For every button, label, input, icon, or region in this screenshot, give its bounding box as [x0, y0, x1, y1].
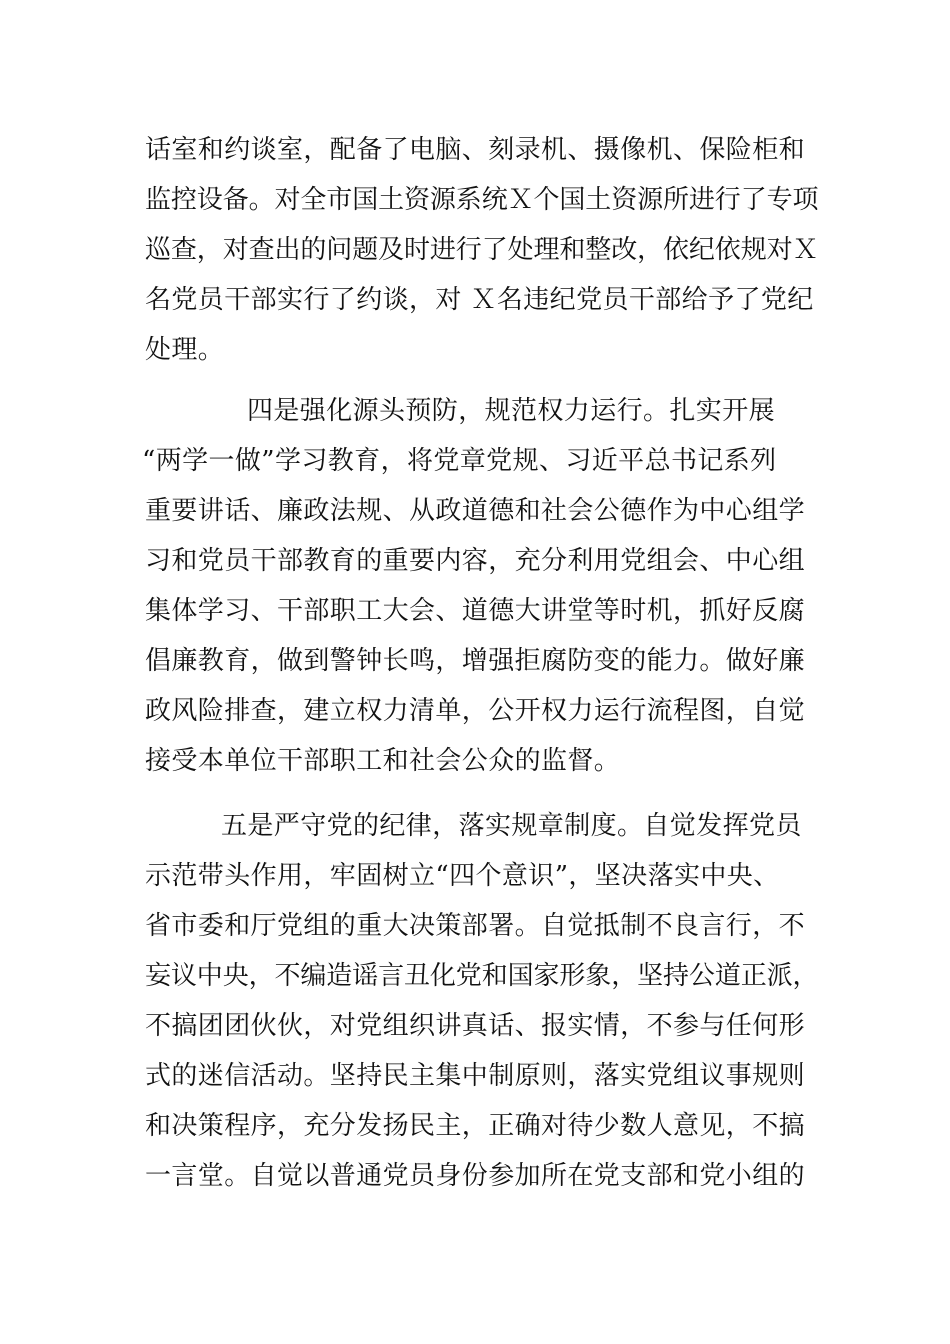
paragraph-line: 习和党员干部教育的重要内容，充分利用党组会、中心组 [145, 546, 806, 576]
paragraph-line: 不搞团团伙伙，对党组织讲真话、报实情，不参与任何形 [145, 1011, 806, 1041]
paragraph-first-line: 四是强化源头预防，规范权力运行。扎实开展 [247, 396, 776, 426]
paragraph-line: 一言堂。自觉以普通党员身份参加所在党支部和党小组的 [145, 1161, 806, 1191]
paragraph-line: 名党员干部实行了约谈，对 Ｘ名违纪党员干部给予了党纪 [145, 285, 814, 315]
paragraph-line: 省市委和厅党组的重大决策部署。自觉抵制不良言行，不 [145, 911, 806, 941]
paragraph-line: 监控设备。对全市国土资源系统Ｘ个国土资源所进行了专项 [145, 185, 819, 215]
paragraph-first-line: 五是严守党的纪律，落实规章制度。自觉发挥党员 [221, 811, 802, 841]
paragraph-line: 巡查，对查出的问题及时进行了处理和整改，依纪依规对Ｘ [145, 235, 819, 265]
paragraph-line: 示范带头作用，牢固树立“四个意识”，坚决落实中央、 [145, 861, 780, 891]
paragraph-line: 处理。 [145, 335, 225, 365]
paragraph-line: “两学一做”学习教育，将党章党规、习近平总书记系列 [142, 446, 777, 476]
paragraph-line: 话室和约谈室，配备了电脑、刻录机、摄像机、保险柜和 [145, 135, 806, 165]
paragraph-line: 重要讲话、廉政法规、从政道德和社会公德作为中心组学 [145, 496, 806, 526]
paragraph-line: 集体学习、干部职工大会、道德大讲堂等时机，抓好反腐 [145, 596, 806, 626]
paragraph-line: 接受本单位干部职工和社会公众的监督。 [145, 746, 621, 776]
paragraph-line: 和决策程序，充分发扬民主，正确对待少数人意见，不搞 [145, 1111, 806, 1141]
paragraph-line: 式的迷信活动。坚持民主集中制原则，落实党组议事规则 [145, 1061, 806, 1091]
paragraph-line: 妄议中央，不编造谣言丑化党和国家形象，坚持公道正派， [145, 961, 819, 991]
paragraph-line: 政风险排查，建立权力清单，公开权力运行流程图，自觉 [145, 696, 806, 726]
paragraph-line: 倡廉教育，做到警钟长鸣，增强拒腐防变的能力。做好廉 [145, 646, 806, 676]
